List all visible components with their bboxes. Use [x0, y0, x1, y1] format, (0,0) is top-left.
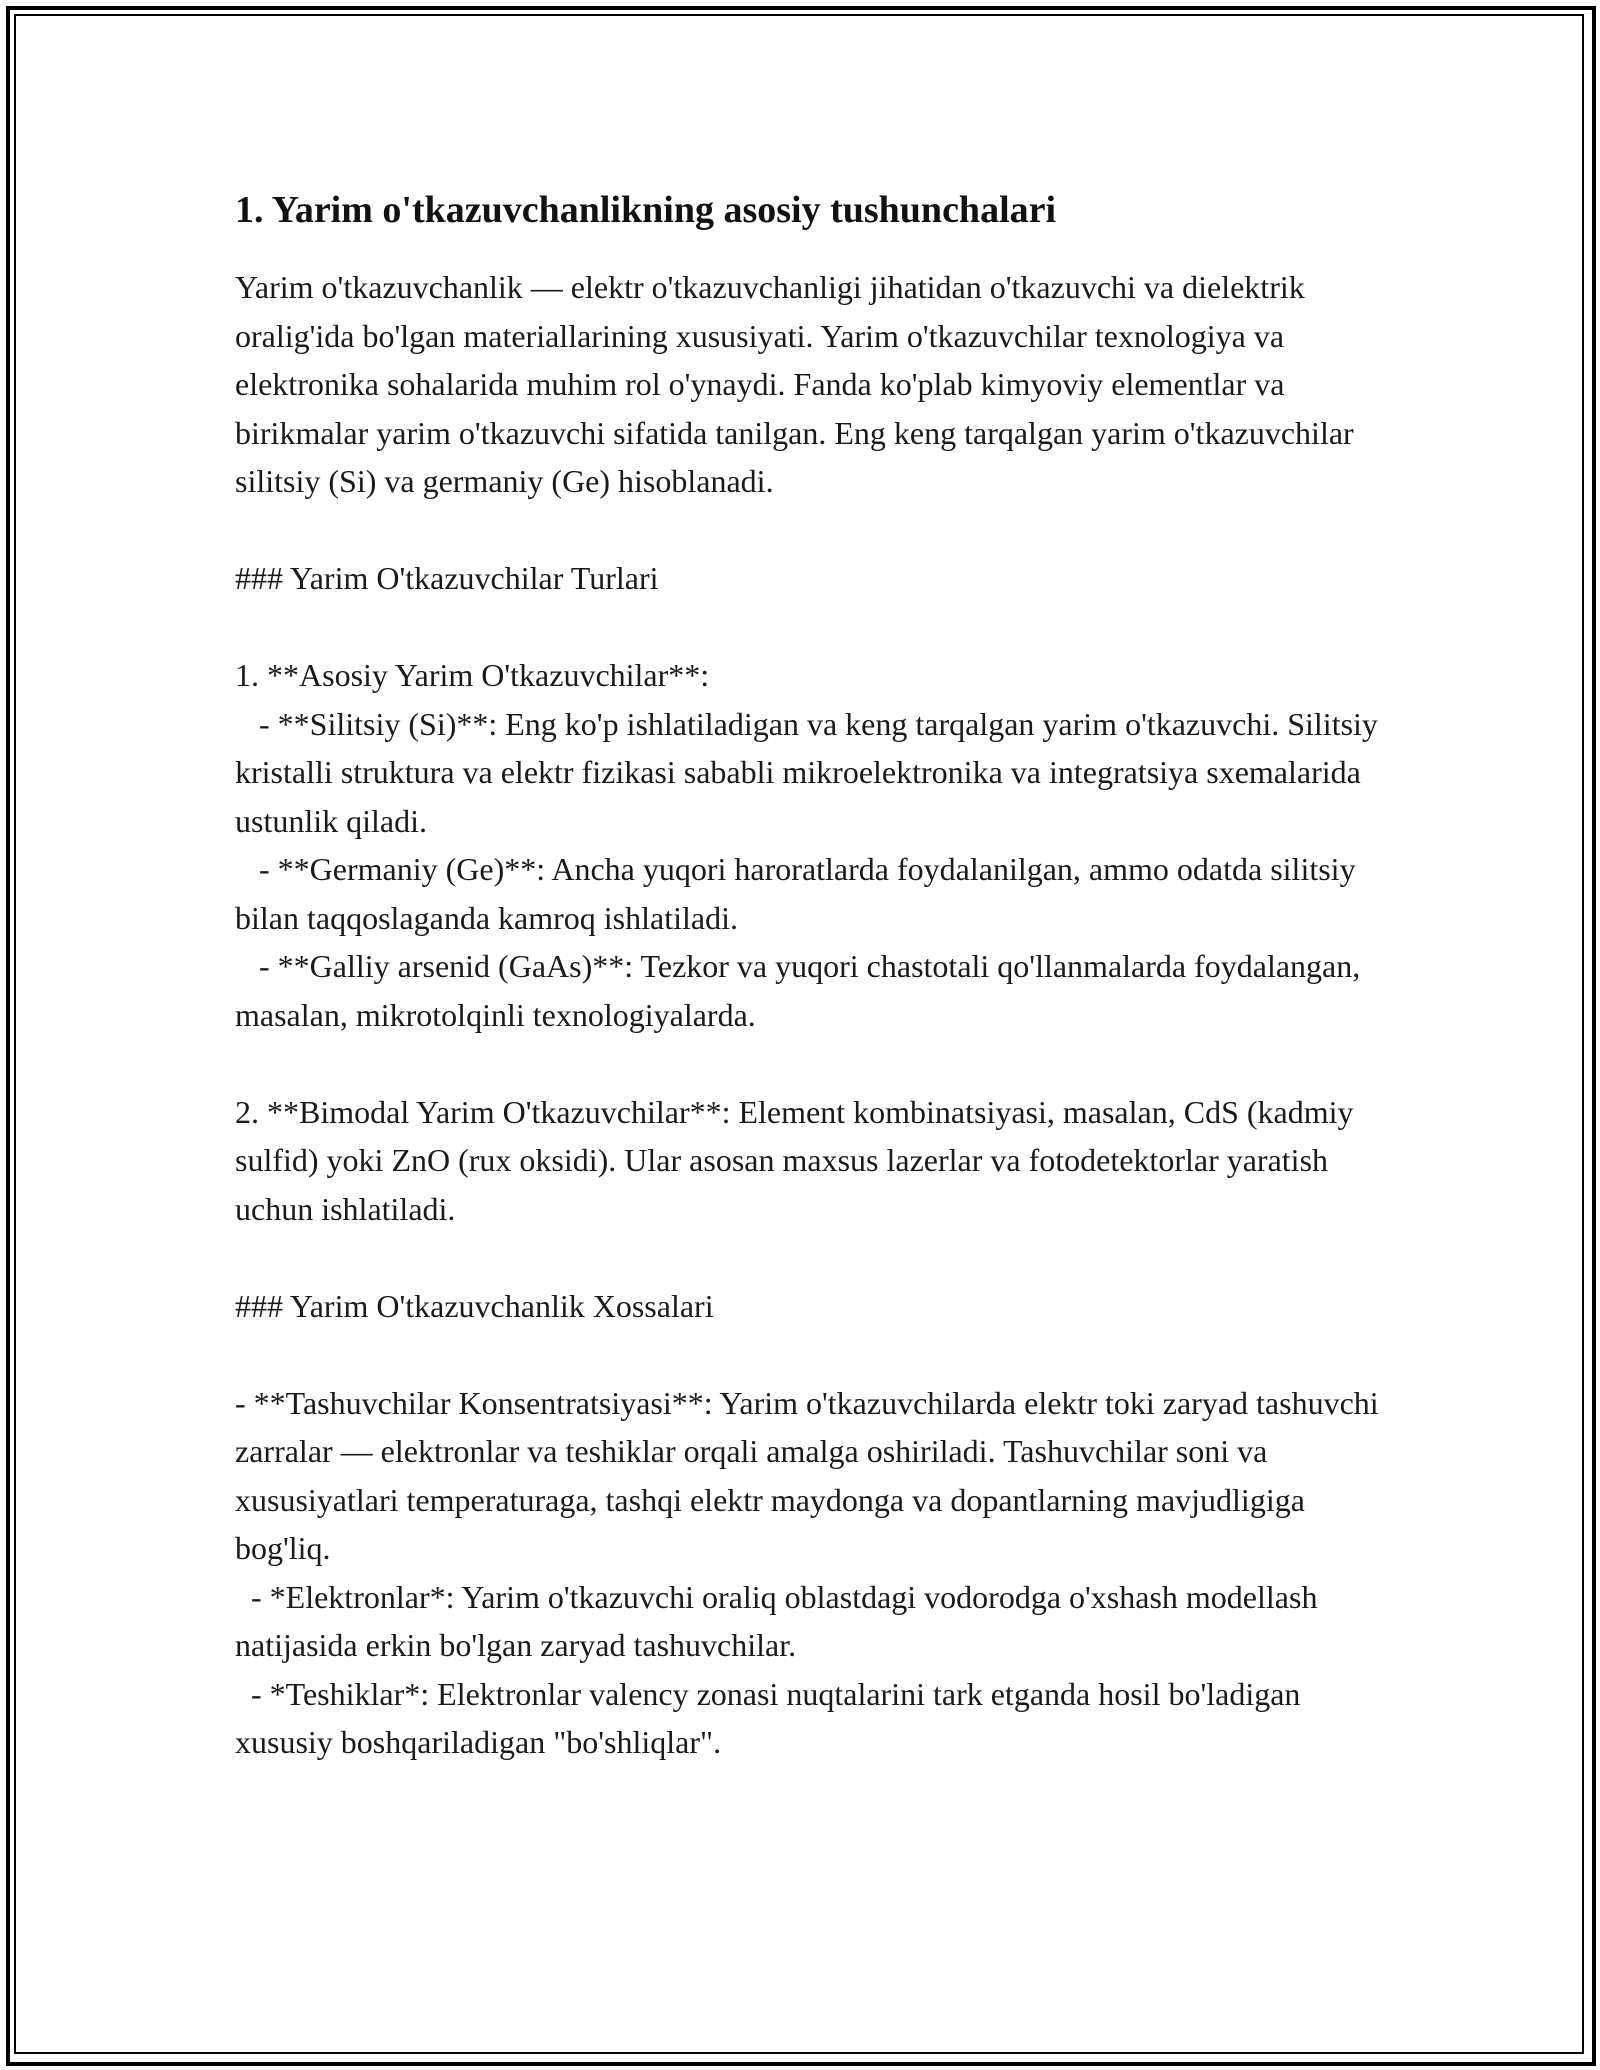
spacer [235, 1330, 1385, 1379]
spacer [235, 603, 1385, 652]
list-subitem-holes: - *Teshiklar*: Elektronlar valency zonasi nuqtalarini tark etganda hosil bo'ladigan xususiy boshqariladigan "bo'shliqlar". [235, 1675, 1309, 1760]
spacer [235, 1039, 1385, 1088]
list-subitem-silicon: - **Silitsiy (Si)**: Eng ko'p ishlatiladigan va keng tarqalgan yarim o'tkazuvchi. Silitsiy kristalli struktura va elektr fizikasi sababli mikroelektronika va integratsiya sxemalarida ustunlik qiladi. [235, 705, 1386, 839]
spacer [235, 506, 1385, 555]
spacer [235, 1233, 1385, 1282]
intro-paragraph: Yarim o'tkazuvchanlik — elektr o'tkazuvchanligi jihatidan o'tkazuvchi va dielektrik oralig'ida bo'lgan materiallarining xususiyati. Yarim o'tkazuvchilar texnologiya va elektronika sohalarida muhim rol o'ynaydi. Fanda ko'plab kimyoviy elementlar va birikmalar yarim o'tkazuvchi sifatida tanilgan. Eng keng tarqalgan yarim o'tkazuvchilar silitsiy (Si) va germaniy (Ge) hisoblanadi. [235, 269, 1362, 499]
list-subitem-electrons: - *Elektronlar*: Yarim o'tkazuvchi oraliq oblastdagi vodorodga o'xshash modellash natijasida erkin bo'lgan zaryad tashuvchilar. [235, 1578, 1326, 1663]
section-heading-types: ### Yarim O'tkazuvchilar Turlari [235, 560, 659, 596]
list-subitem-gallium-arsenide: - **Galliy arsenid (GaAs)**: Tezkor va yuqori chastotali qo'llanmalarda foydalangan, masalan, mikrotolqinli texnologiyalarda. [235, 948, 1369, 1033]
list-item-main-semiconductors: 1. **Asosiy Yarim O'tkazuvchilar**: [235, 657, 710, 693]
list-item-bimodal-semiconductors: 2. **Bimodal Yarim O'tkazuvchilar**: Element kombinatsiyasi, masalan, CdS (kadmiy sulfid) yoki ZnO (rux oksidi). Ular asosan maxsus lazerlar va fotodetektorlar yaratish uchun ishlatiladi. [235, 1093, 1362, 1227]
document-title: 1. Yarim o'tkazuvchanlikning asosiy tushunchalari [235, 189, 1057, 231]
section-heading-properties: ### Yarim O'tkazuvchanlik Xossalari [235, 1287, 714, 1324]
list-item-carrier-concentration: - **Tashuvchilar Konsentratsiyasi**: Yarim o'tkazuvchilarda elektr toki zaryad tashuvchi zarralar — elektronlar va teshiklar orqali amalga oshiriladi. Tashuvchilar soni va xususiyatlari temperaturaga, tashqi elektr maydonga va dopantlarning mavjudligiga bog'liq. [235, 1384, 1387, 1566]
document-body [235, 185, 1385, 1767]
list-subitem-germanium: - **Germaniy (Ge)**: Ancha yuqori haroratlarda foydalanilgan, ammo odatda silitsiy bilan taqqoslaganda kamroq ishlatiladi. [235, 851, 1364, 936]
